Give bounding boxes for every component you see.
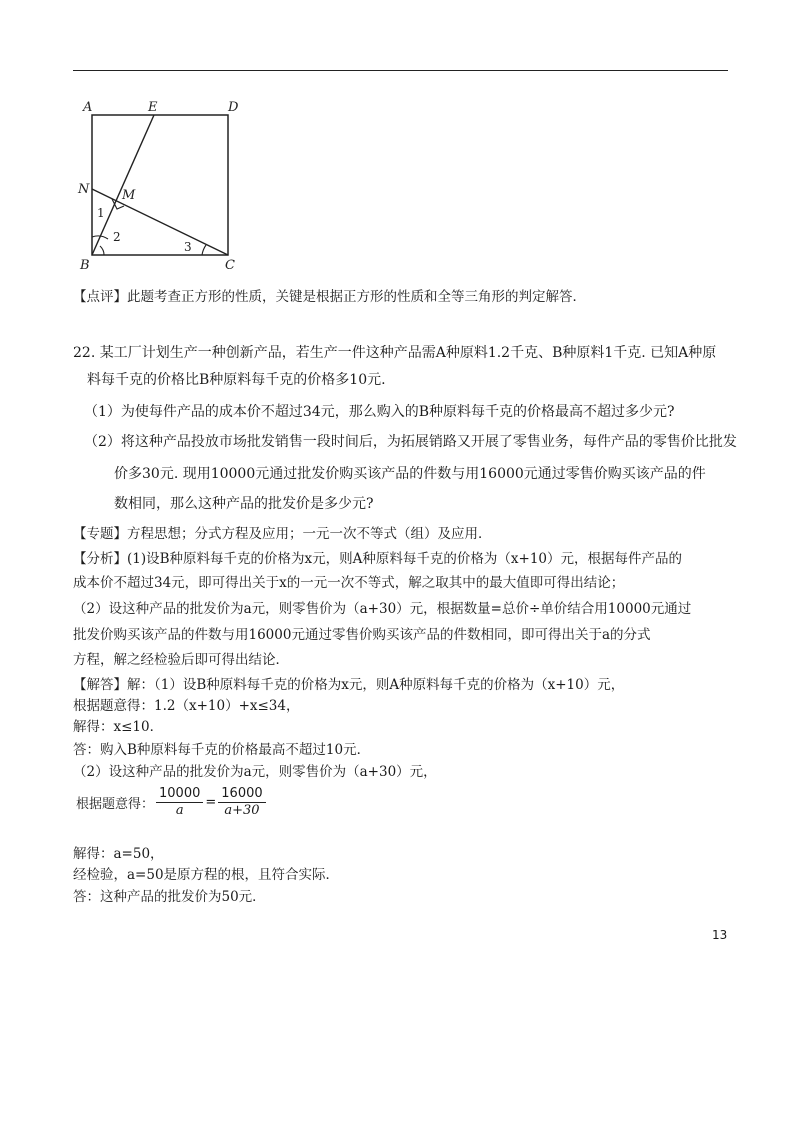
question-part-1: （1）为使每件产品的成本价不超过34元，那么购入的B种原料每千克的价格最高不超过多少元? <box>84 404 675 420</box>
label-c: C <box>225 258 235 273</box>
solution-line-8: 答：这种产品的批发价为50元． <box>73 889 266 905</box>
fraction-right <box>218 786 265 819</box>
fraction-equation <box>76 786 268 819</box>
label-b: B <box>80 258 90 273</box>
solution-line-4: 答：购入B种原料每千克的价格最高不超过10元． <box>73 742 371 758</box>
fraction-left <box>156 786 203 819</box>
solution-line-2: 根据题意得：1.2（x+10）+x≤34， <box>73 698 300 714</box>
equals-sign: = <box>205 795 217 810</box>
fraction-left-numerator: 10000 <box>156 786 203 803</box>
fraction-right-denominator: a+30 <box>224 803 260 818</box>
square-geometry-figure <box>72 95 252 275</box>
analysis-line-3: （2）设这种产品的批发价为a元，则零售价为（a+30）元，根据数量=总价÷单价结合用10000元通过 <box>73 601 692 617</box>
header-rule <box>73 70 728 71</box>
fraction-right-numerator: 16000 <box>218 786 265 803</box>
analysis-line-5: 方程，解之经检验后即可得出结论． <box>73 652 289 668</box>
question-part-2-line-2: 价多30元. 现用10000元通过批发价购买该产品的件数与用16000元通过零售价购买该产品的件 <box>114 466 706 482</box>
angle-arc-3 <box>202 245 206 255</box>
solution-line-3: 解得：x≤10． <box>73 719 164 735</box>
label-angle-1: 1 <box>97 206 105 220</box>
question-part-2-line-1: （2）将这种产品投放市场批发销售一段时间后，为拓展销路又开展了零售业务，每件产品的零售价比批发 <box>84 434 737 450</box>
angle-arc-2 <box>100 246 104 255</box>
analysis-line-1: 【分析】(1)设B种原料每千克的价格为x元，则A种原料每千克的价格为（x+10）元，根据每件产品的 <box>73 551 683 567</box>
analysis-line-2: 成本价不超过34元，即可得出关于x的一元一次不等式，解之取其中的最大值即可得出结论； <box>73 575 625 591</box>
question-line-1: 22. 某工厂计划生产一种创新产品，若生产一件这种产品需A种原料1.2千克、B种原料1千克. 已知A种原 <box>73 345 717 361</box>
comment-line: 【点评】此题考查正方形的性质，关键是根据正方形的性质和全等三角形的判定解答． <box>73 289 586 305</box>
label-a: A <box>83 100 93 115</box>
label-angle-2: 2 <box>113 230 121 244</box>
equation-prefix: 根据题意得： <box>76 797 155 812</box>
question-line-2: 料每千克的价格比B种原料每千克的价格多10元. <box>87 372 386 388</box>
label-angle-3: 3 <box>184 240 192 254</box>
solution-line-1: 【解答】解：（1）设B种原料每千克的价格为x元，则A种原料每千克的价格为（x+10）元， <box>73 677 625 693</box>
topic-line: 【专题】方程思想；分式方程及应用；一元一次不等式（组）及应用． <box>73 526 492 542</box>
solution-line-7: 经检验，a=50是原方程的根，且符合实际． <box>73 867 340 883</box>
label-e: E <box>148 100 158 115</box>
label-m: M <box>122 188 136 203</box>
segment-be <box>92 115 154 255</box>
question-part-2-line-3: 数相同，那么这种产品的批发价是多少元? <box>114 496 374 512</box>
fraction-left-denominator: a <box>175 803 184 818</box>
solution-line-5: （2）设这种产品的批发价为a元，则零售价为（a+30）元， <box>73 764 437 780</box>
analysis-line-4: 批发价购买该产品的件数与用16000元通过零售价购买该产品的件数相同，即可得出关于a的分式 <box>73 627 651 643</box>
solution-line-6: 解得：a=50， <box>73 846 164 862</box>
page-number: 13 <box>712 928 728 942</box>
label-n: N <box>78 182 90 197</box>
label-d: D <box>228 100 239 115</box>
